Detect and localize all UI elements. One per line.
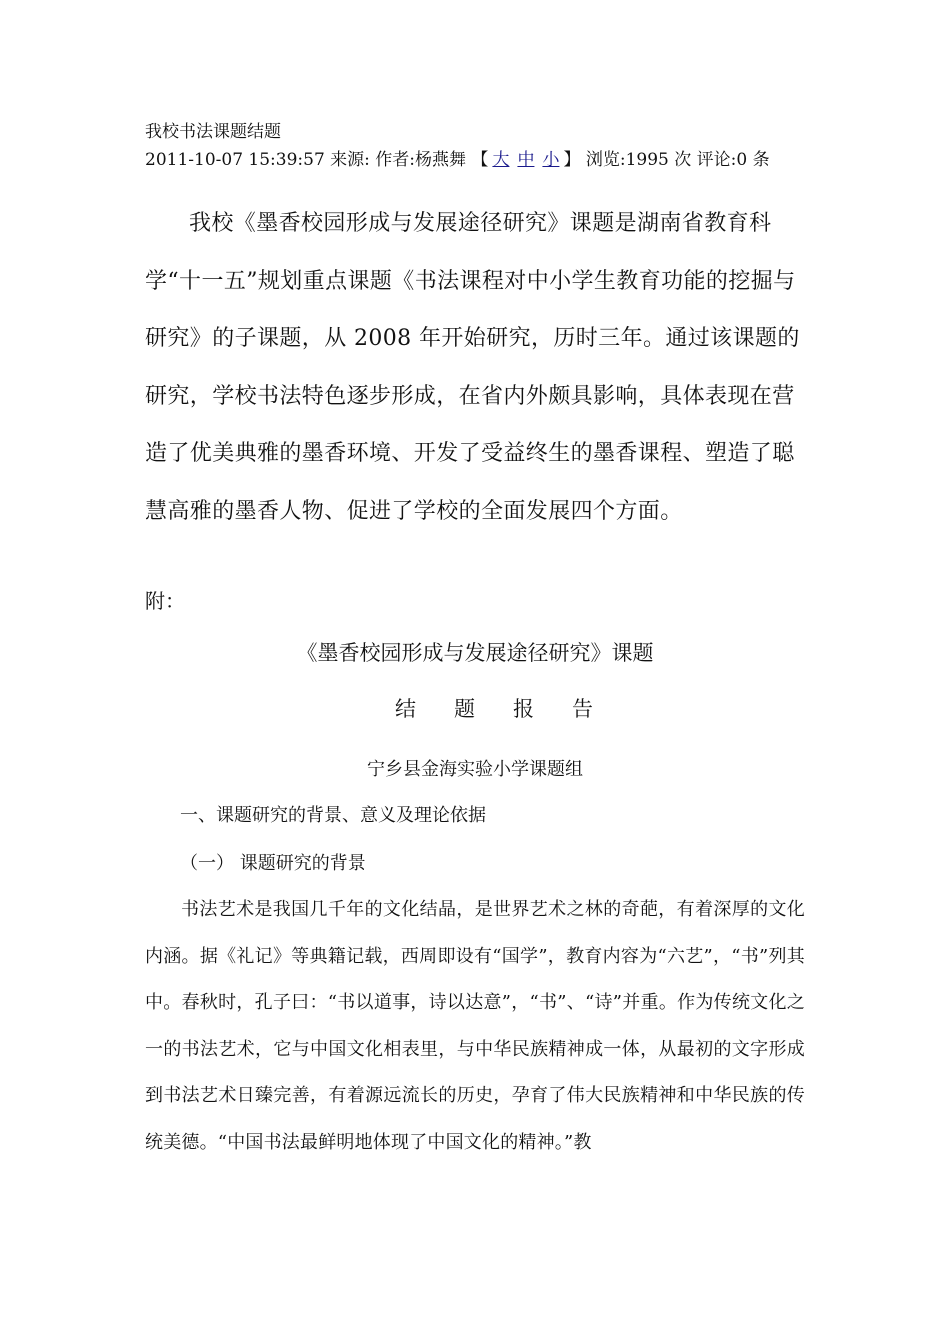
report-subtitle: 结题报告	[395, 697, 631, 721]
article-meta	[145, 146, 785, 174]
font-size-medium-link[interactable]: 中	[517, 150, 535, 170]
report-organization: 宁乡县金海实验小学课题组	[367, 759, 583, 780]
intro-paragraph: 我校《墨香校园形成与发展途径研究》课题是湖南省教育科学“十一五”规划重点课题《书法课程对中小学生教育功能的挖掘与研究》的子课题，从 2008 年开始研究，历时三年。通过该课题的研究，学校书法特色逐步形成，在省内外颇具影响，具体表现在营造了优美典雅的墨香环境、开发了受益终生的墨香课程、塑造了聪慧高雅的墨香人物、促进了学校的全面发展四个方面。	[145, 211, 800, 524]
report-title: 《墨香校园形成与发展途径研究》课题	[296, 641, 654, 665]
font-size-large-link[interactable]: 大	[492, 150, 510, 170]
article-title: 我校书法课题结题	[145, 122, 281, 142]
meta-prefix: 2011-10-07 15:39:57 来源: 作者:杨燕舞 【	[145, 150, 489, 170]
appendix-label: 附：	[145, 589, 185, 613]
body-paragraph: 书法艺术是我国几千年的文化结晶，是世界艺术之林的奇葩，有着深厚的文化内涵。据《礼记》等典籍记载，西周即设有“国学”，教育内容为“六艺”，“书”列其中。春秋时，孔子曰：“书以道事，诗以达意”，“书”、“诗”并重。作为传统文化之一的书法艺术，它与中国文化相表里，与中华民族精神成一体，从最初的文字形成到书法艺术日臻完善，有着源远流长的历史，孕育了伟大民族精神和中华民族的传统美德。“中国书法最鲜明地体现了中国文化的精神。”教	[145, 899, 805, 1153]
font-size-small-link[interactable]: 小	[542, 150, 560, 170]
section-heading: 一、课题研究的背景、意义及理论依据	[180, 805, 486, 826]
meta-suffix: 】 浏览:1995 次 评论:0 条	[563, 150, 770, 170]
subsection-heading: （一） 课题研究的背景	[180, 853, 366, 874]
